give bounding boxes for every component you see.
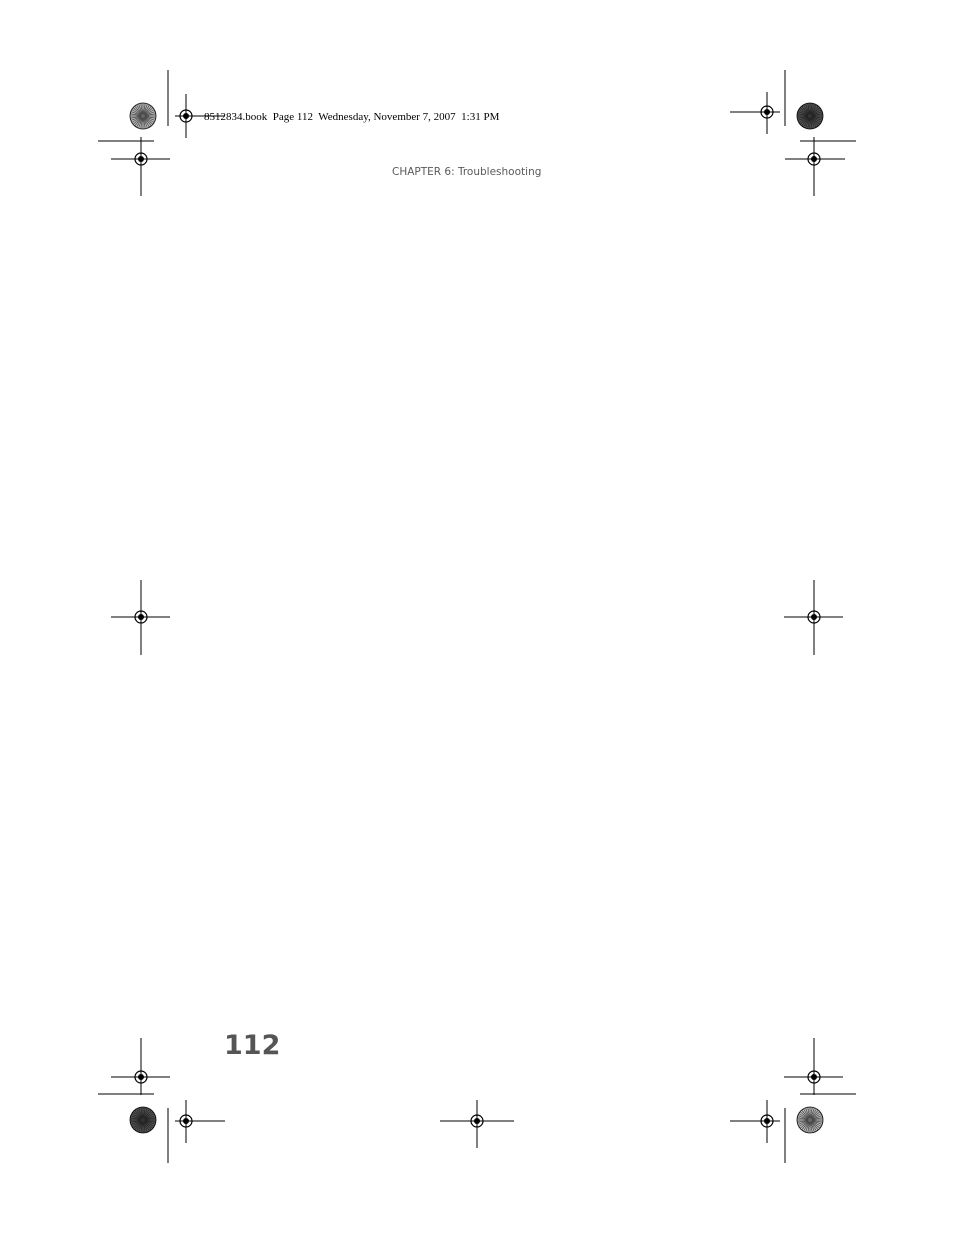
color-wheel-top-left: [130, 103, 156, 129]
registration-mark: [804, 149, 824, 169]
running-head: CHAPTER 6: Troubleshooting: [392, 166, 542, 178]
color-wheel-bottom-right: [797, 1107, 823, 1133]
registration-mark: [757, 1111, 777, 1131]
registration-mark: [131, 149, 151, 169]
color-wheel-top-right: [797, 103, 823, 129]
color-wheel-bottom-left: [130, 1107, 156, 1133]
page-number: 112: [224, 1030, 281, 1061]
registration-mark: [176, 1111, 196, 1131]
registration-mark: [176, 106, 196, 126]
print-slug-line: 8512834.book Page 112 Wednesday, November 7, 2007 1:31 PM: [204, 111, 500, 123]
registration-mark: [804, 1067, 824, 1087]
registration-mark: [804, 607, 824, 627]
registration-mark: [131, 607, 151, 627]
registration-mark: [467, 1111, 487, 1131]
registration-mark: [757, 102, 777, 122]
registration-mark: [131, 1067, 151, 1087]
